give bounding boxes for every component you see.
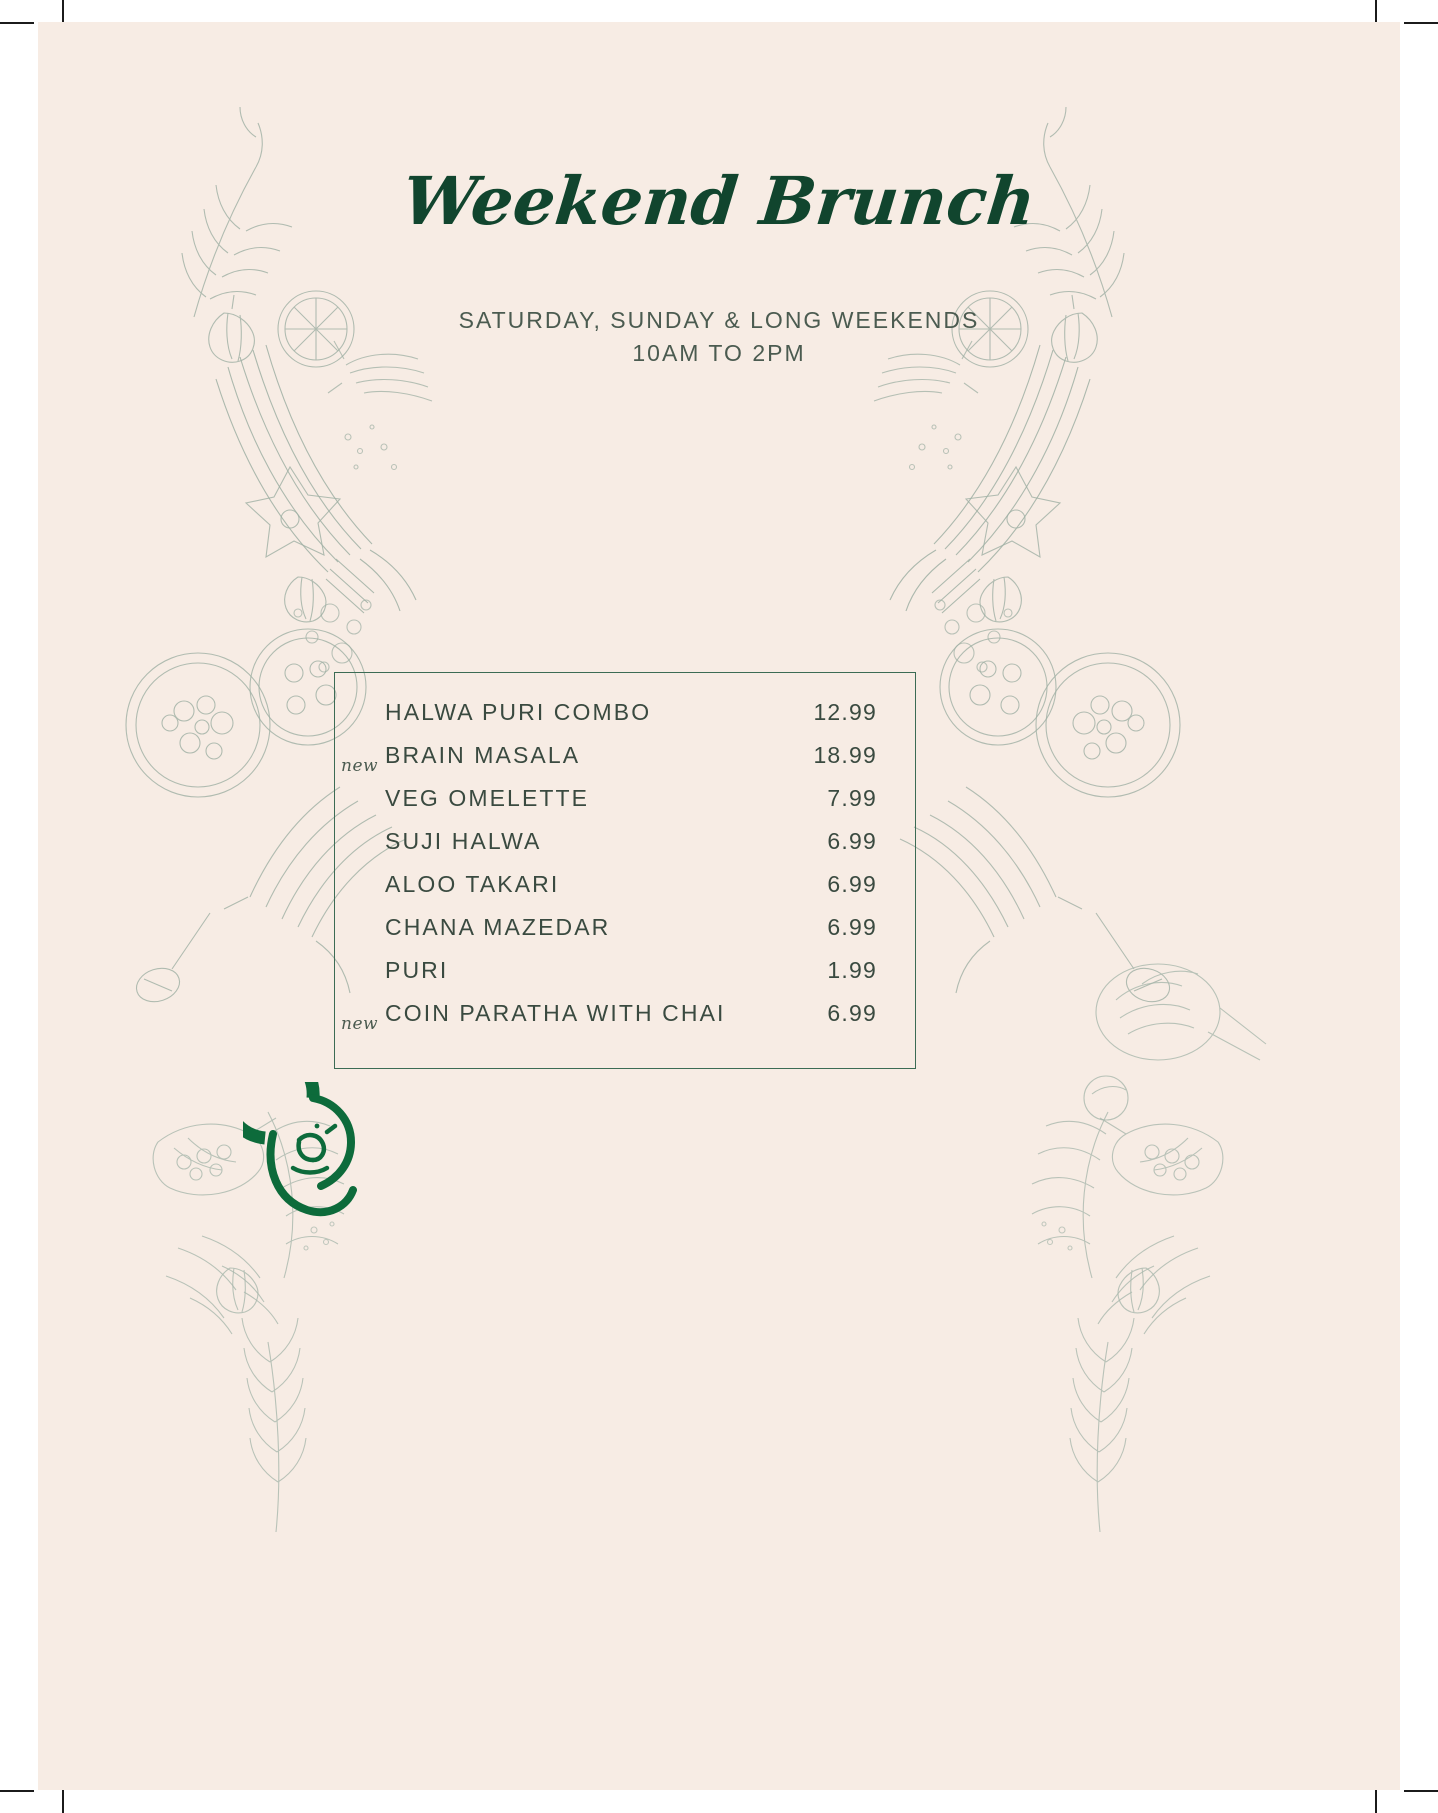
subtitle-line-2: 10AM TO 2PM <box>632 340 806 366</box>
subtitle-line-1: SATURDAY, SUNDAY & LONG WEEKENDS <box>458 307 980 333</box>
menu-item-row <box>385 914 877 957</box>
menu-item-row <box>341 1000 877 1043</box>
botanical-illustration-bottom-right <box>928 1052 1258 1552</box>
menu-item-label-group <box>385 699 651 726</box>
menu-item-name: PURI <box>385 957 449 983</box>
new-badge: new <box>341 1014 379 1034</box>
crop-mark-top-left-h <box>0 22 34 24</box>
menu-item-price: 6.99 <box>827 914 877 940</box>
menu-item-row <box>385 785 877 828</box>
menu-item-price: 12.99 <box>813 699 877 725</box>
crop-mark-bottom-left-h <box>0 1790 34 1792</box>
new-badge: new <box>341 756 379 776</box>
menu-item-price: 6.99 <box>827 1000 877 1026</box>
menu-list <box>341 699 877 1043</box>
menu-item-price: 7.99 <box>827 785 877 811</box>
menu-item-price: 1.99 <box>827 957 877 983</box>
menu-item-label-group <box>385 914 610 941</box>
menu-item-row <box>385 699 877 742</box>
menu-item-price: 18.99 <box>813 742 877 768</box>
menu-item-name: COIN PARATHA WITH CHAI <box>385 1000 726 1026</box>
crop-mark-top-right-h <box>1404 22 1438 24</box>
menu-item-label-group <box>385 785 589 812</box>
menu-item-label-group <box>385 828 541 855</box>
menu-item-price: 6.99 <box>827 828 877 854</box>
menu-item-name: CHANA MAZEDAR <box>385 914 611 940</box>
menu-item-label-group <box>341 1000 726 1034</box>
page-title: Weekend Brunch <box>398 162 1040 240</box>
menu-page <box>38 22 1400 1790</box>
menu-item-row <box>385 828 877 871</box>
page-subtitle <box>38 304 1400 370</box>
brand-logo <box>243 1082 378 1232</box>
menu-item-name: VEG OMELETTE <box>385 785 590 811</box>
menu-item-name: BRAIN MASALA <box>385 742 581 768</box>
botanical-illustration-right-plates <box>1058 922 1338 1152</box>
menu-item-name: SUJI HALWA <box>385 828 542 854</box>
menu-item-label-group <box>341 742 581 776</box>
menu-item-row <box>385 957 877 1000</box>
menu-item-row <box>341 742 877 785</box>
menu-item-price: 6.99 <box>827 871 877 897</box>
menu-item-row <box>385 871 877 914</box>
menu-item-name: HALWA PURI COMBO <box>385 699 652 725</box>
menu-item-name: ALOO TAKARI <box>385 871 560 897</box>
menu-item-label-group <box>385 957 448 984</box>
menu-frame <box>334 672 916 1069</box>
crop-mark-bottom-right-h <box>1404 1790 1438 1792</box>
menu-item-label-group <box>385 871 559 898</box>
